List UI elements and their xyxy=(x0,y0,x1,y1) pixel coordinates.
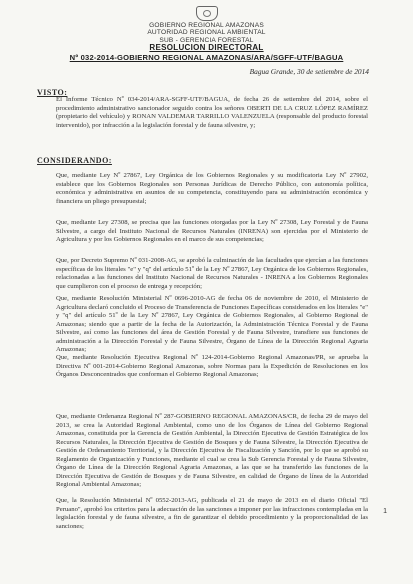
paragraph: Que, la Resolución Ministerial Nº 0552-2013-AG, publicada el 21 de mayo de 2013 en el diario Oficial "El Peruano", aprobó los criterios para la adecuación de las sanciones a imponer por las infracciones contempladas en la legislación forestal y de fauna silvestre, a fin de garantizar el debido procedimiento y la proporcionalidad de las sanciones; xyxy=(56,497,368,530)
coat-of-arms-icon xyxy=(196,6,218,21)
letterhead-line-2: AUTORIDAD REGIONAL AMBIENTAL xyxy=(147,29,266,37)
resolution-title: RESOLUCION DIRECTORAL xyxy=(149,43,264,52)
letterhead-line-1: GOBIERNO REGIONAL AMAZONAS xyxy=(149,22,264,29)
section-heading-visto: VISTO: xyxy=(37,88,68,97)
paragraph: Que, mediante Ley 27308, se precisa que las funciones otorgadas por la Ley Nº 27308, Ley Forestal y de Fauna Silvestre, a cargo del Instituto Nacional de Recursos Naturales (INRENA) son ejercidas por el Ministerio de Agricultura y por los Gobiernos Regionales en el marco de sus competencias; xyxy=(56,219,368,243)
letterhead-line-3: SUB - GERENCIA FORESTAL xyxy=(159,36,254,44)
paragraph-visto: El Informe Técnico Nº 034-2014/ARA-SGFF-UTF/BAGUA, de fecha 26 de setiembre del 2014, sobre el procedimiento administrativo sancionador seguido contra los señores OBERTI DE LA CRUZ LÓPEZ RAMÍREZ (propietario del vehículo) y RONAN VALDEMAR TARRILLO VALENZUELA (responsable del producto forestal intervenido), por infracción a la legislación forestal y de fauna silvestre, y; xyxy=(56,96,368,129)
letterhead xyxy=(0,6,413,44)
resolution-number: Nº 032-2014-GOBIERNO REGIONAL AMAZONAS/ARA/SGFF-UTF/BAGUA xyxy=(69,53,344,62)
paragraph: Que, mediante Resolución Ministerial Nº 0696-2010-AG de fecha 06 de noviembre de 2010, el Ministerio de Agricultura declaró concluido el Proceso de Transferencia de Funciones Específicas considerados en los literales "e" y "q" del artículo 51º de la Ley Nº 27867, Ley Orgánica de Gobiernos Regionales, al Gobierno Regional de Amazonas; siendo que a partir de la fecha de la Autorización, la Administración Técnica Forestal y de Fauna Silvestre, así como las funciones del área de Gestión Forestal y de Fauna Silvestre, transfiere sus funciones de administración a la Dirección Forestal y de Fauna Silvestre, Órgano de Línea de la Dirección Regional Agraria Amazonas; xyxy=(56,295,368,353)
page-number: 1 xyxy=(383,508,387,515)
paragraph: Que, mediante Resolución Ejecutiva Regional Nº 124-2014-Gobierno Regional Amazonas/PR, se aprueba la Directiva Nº 001-2014-Gobierno Regional Amazonas, sobre Normas para la Expedición de Resoluciones en los Órganos Desconcentrados que conforman el Gobierno Regional Amazonas; xyxy=(56,354,368,378)
paragraph: Que, mediante Ley Nº 27867, Ley Orgánica de los Gobiernos Regionales y su modificatoria Ley Nº 27902, establece que los Gobiernos Regionales son Personas Jurídicas de Derecho Público, con autonomía política, económica y administrativa en asuntos de su competencia, constituyendo para su administración económica y financiera un pliego presupuestal; xyxy=(56,172,368,205)
paragraph: Que, por Decreto Supremo Nº 031-2008-AG, se aprobó la culminación de las facultades que ejercían a las funciones específicas de los literales "e" y "q" del artículo 51º de la Ley Nº 27867, Ley Orgánica de los Gobiernos Regionales, relacionadas a las funciones del Instituto Nacional de Recursos Naturales - INRENA a los Gobiernos Regionales que cumplieron con el proceso de entrega y recepción; xyxy=(56,257,368,290)
paragraph: Que, mediante Ordenanza Regional Nº 287-GOBIERNO REGIONAL AMAZONAS/CR, de fecha 29 de mayo del 2013, se crea la Autoridad Regional Ambiental, como uno de los Órganos de Línea del Gobierno Regional Amazonas, constituida por la Gerencia de Gestión Ambiental, la Dirección Ejecutiva de Gestión Estratégica de los Recursos Naturales, la Dirección Ejecutiva de Gestión de Bosques y de Fauna Silvestre, la Dirección Ejecutiva de Gestión de Ordenamiento Territorial, y la Dirección Ejecutiva de Fiscalización y Sanción, por lo que se aprobó su Reglamento de Organización y Funciones, mediante el cual se crea la Sub Gerencia Forestal y de Fauna Silvestre, Órgano de Línea de la Dirección Regional Agraria Amazonas, a las que se ha transferido las funciones de la Dirección Ejecutiva de Gestión de Bosques y de Fauna Silvestre, en calidad de Órgano de línea de la Autoridad Regional Ambiental Amazonas; xyxy=(56,413,368,488)
section-heading-considerando: CONSIDERANDO: xyxy=(37,156,112,165)
document-date: Bagua Grande, 30 de setiembre de 2014 xyxy=(249,67,369,76)
